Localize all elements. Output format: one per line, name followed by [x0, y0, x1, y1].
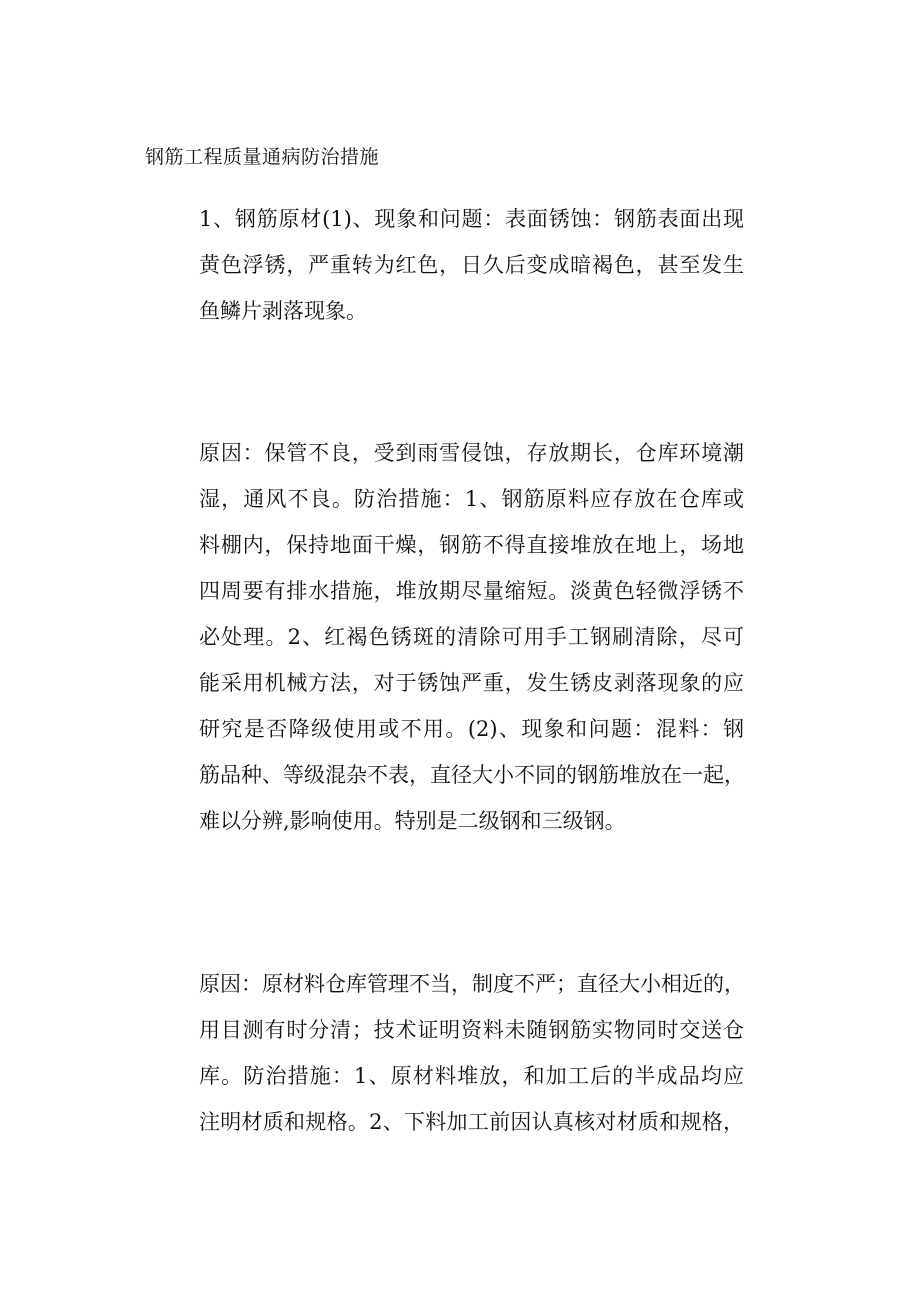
document-title: 钢筋工程质量通病防治措施	[145, 146, 380, 168]
paragraph-mixing-causes-measures	[199, 961, 744, 1145]
paragraph-line: 注明材质和规格。2、下料加工前因认真核对材质和规格，	[199, 1110, 744, 1134]
paragraph-line: 湿，通风不良。防治措施：1、钢筋原料应存放在仓库或	[199, 487, 744, 511]
paragraph-line: 能采用机械方法，对于锈蚀严重，发生锈皮剥落现象的应	[199, 671, 744, 695]
paragraph-line: 筋品种、等级混杂不表，直径大小不同的钢筋堆放在一起，	[199, 763, 745, 787]
paragraph-line: 库。防治措施：1、原材料堆放，和加工后的半成品均应	[199, 1064, 744, 1088]
paragraph-line: 必处理。2、红褐色锈斑的清除可用手工钢刷清除，尽可	[199, 625, 744, 649]
paragraph-line: 研究是否降级使用或不用。(2)、现象和问题：混料：钢	[199, 717, 744, 741]
paragraph-line: 用目测有时分清；技术证明资料未随钢筋实物同时交送仓	[199, 1018, 744, 1042]
paragraph-line: 黄色浮锈，严重转为红色，日久后变成暗褐色，甚至发生	[199, 253, 744, 277]
paragraph-line: 原因：原材料仓库管理不当，制度不严；直径大小相近的，	[199, 972, 745, 996]
paragraph-line: 鱼鳞片剥落现象。	[199, 299, 367, 323]
paragraph-rust-causes-measures	[199, 430, 744, 844]
paragraph-line: 1、钢筋原材(1)、现象和问题：表面锈蚀：钢筋表面出现	[199, 207, 744, 231]
paragraph-line: 原因：保管不良，受到雨雪侵蚀，存放期长，仓库环境潮	[199, 441, 744, 465]
paragraph-raw-material-rust	[199, 196, 744, 334]
paragraph-line: 料棚内，保持地面干燥，钢筋不得直接堆放在地上，场地	[199, 533, 744, 557]
paragraph-line: 难以分辨,影响使用。特别是二级钢和三级钢。	[199, 809, 626, 833]
paragraph-line: 四周要有排水措施，堆放期尽量缩短。淡黄色轻微浮锈不	[199, 579, 744, 603]
